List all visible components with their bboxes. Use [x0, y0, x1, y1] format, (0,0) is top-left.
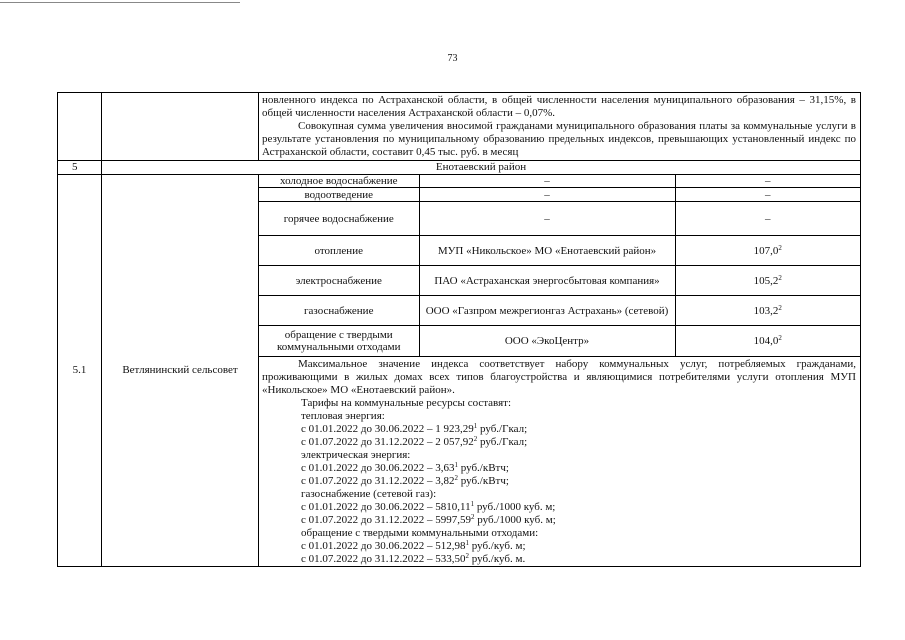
tariff-list	[262, 410, 856, 566]
top-rule	[0, 2, 240, 3]
tariff-text: с 01.01.2022 до 30.06.2022 – 3,63	[301, 461, 455, 474]
index-value: 105,2	[753, 274, 779, 287]
index-value: –	[765, 175, 771, 187]
tariff-line	[262, 423, 856, 436]
service-name: обращение с твердыми коммунальными отходами	[259, 326, 419, 356]
section-title: Енотаевский район	[102, 161, 861, 175]
tariff-text: с 01.07.2022 до 31.12.2022 – 533,50	[301, 552, 466, 565]
tariff-text: с 01.01.2022 до 30.06.2022 – 1 923,29	[301, 422, 474, 435]
service-provider: ООО «Газпром межрегионгаз Астрахань» (сетевой)	[419, 296, 675, 326]
tariff-line	[262, 540, 856, 553]
tariff-text: с 01.07.2022 до 31.12.2022 – 3,82	[301, 474, 455, 487]
details-cell	[259, 175, 861, 567]
tariff-unit: руб./кВтч;	[457, 474, 509, 487]
footnote-marker: 2	[778, 243, 782, 252]
section-row	[58, 161, 861, 175]
footnote-marker: 2	[454, 473, 458, 482]
service-provider: –	[419, 175, 675, 188]
index-value: 103,2	[753, 304, 779, 317]
continuation-text	[259, 93, 861, 161]
footnote-marker: 2	[778, 333, 782, 342]
service-name: водоотведение	[259, 188, 419, 202]
municipality-name: Ветлянинский сельсовет	[102, 175, 259, 567]
tariff-line	[262, 449, 856, 462]
service-provider: –	[419, 188, 675, 202]
tariff-text: с 01.01.2022 до 30.06.2022 – 5810,11	[301, 500, 471, 513]
service-row	[259, 266, 860, 296]
index-value: 107,0	[753, 244, 779, 257]
tariff-unit: руб./1000 куб. м;	[474, 500, 556, 513]
tariff-unit: руб./куб. м;	[468, 539, 526, 552]
tariff-text: тепловая энергия:	[301, 409, 385, 422]
tariff-text: с 01.07.2022 до 31.12.2022 – 5997,59	[301, 513, 471, 526]
tariff-text: с 01.07.2022 до 31.12.2022 – 2 057,92	[301, 435, 474, 448]
service-row	[259, 296, 860, 326]
tariff-line	[262, 462, 856, 475]
footnote-marker: 2	[778, 273, 782, 282]
service-index	[675, 175, 860, 188]
municipal-index-table	[57, 92, 861, 567]
tariff-line	[262, 514, 856, 527]
continuation-row	[58, 93, 861, 161]
service-index	[675, 236, 860, 266]
page-number: 73	[447, 53, 458, 64]
service-row	[259, 236, 860, 266]
footnote-marker: 2	[465, 551, 469, 560]
service-provider: МУП «Никольское» МО «Енотаевский район»	[419, 236, 675, 266]
row-number: 5.1	[58, 175, 102, 567]
footnote-marker: 2	[470, 512, 475, 521]
tariffs-intro: Тарифы на коммунальные ресурсы составят:	[301, 396, 512, 409]
service-name: газоснабжение	[259, 296, 419, 326]
tariff-unit: руб./куб. м.	[468, 552, 526, 565]
service-index	[675, 266, 860, 296]
continuation-paragraph-2: Совокупная сумма увеличения вносимой гражданами муниципального образования платы за коммунальные услуги в результате установления по муниципальному образованию предельных индексов, превышающих установленный индекс по Астраханской области, составит 0,45 тыс. руб. в месяц	[262, 120, 856, 158]
tariff-text: с 01.01.2022 до 30.06.2022 – 512,98	[301, 539, 466, 552]
footnote-marker: 2	[473, 434, 478, 443]
service-name: отопление	[259, 236, 419, 266]
services-table	[259, 175, 860, 356]
service-provider: ПАО «Астраханская энергосбытовая компания»	[419, 266, 675, 296]
footnote-marker: 1	[465, 538, 469, 547]
service-row	[259, 175, 860, 188]
description-block	[259, 356, 860, 566]
tariff-unit: руб./Гкал;	[477, 435, 528, 448]
tariff-line	[262, 475, 856, 488]
service-index	[675, 202, 860, 236]
section-number: 5	[58, 161, 102, 175]
tariff-line	[262, 436, 856, 449]
service-name: горячее водоснабжение	[259, 202, 419, 236]
service-row	[259, 202, 860, 236]
tariff-line	[262, 488, 856, 501]
continuation-paragraph-1: новленного индекса по Астраханской области, в общей численности населения муниципального образования – 31,15%, в общей численности населения Астраханской области – 0,07%.	[262, 94, 856, 119]
service-row	[259, 188, 860, 202]
index-value: –	[765, 212, 771, 225]
tariff-text: обращение с твердыми коммунальными отходами:	[301, 526, 539, 539]
description-text: Максимальное значение индекса соответствует набору коммунальных услуг, потребляемых гражданами, проживающими в жилых домах всех типов благоустройства и являющимися потребителями услуги отопления МУП «Никольское» МО «Енотаевский район».	[262, 357, 856, 396]
tariff-line	[262, 501, 856, 514]
service-name: холодное водоснабжение	[259, 175, 419, 188]
service-provider: ООО «ЭкоЦентр»	[419, 326, 675, 356]
municipality-row	[58, 175, 861, 567]
service-provider: –	[419, 202, 675, 236]
tariff-line	[262, 410, 856, 423]
tariff-unit: руб./1000 куб. м;	[474, 513, 556, 526]
tariff-text: газоснабжение (сетевой газ):	[301, 487, 437, 500]
tariff-unit: руб./Гкал;	[477, 422, 528, 435]
tariff-line	[262, 527, 856, 540]
service-index	[675, 188, 860, 202]
service-row	[259, 326, 860, 356]
tariff-line	[262, 553, 856, 566]
service-name: электроснабжение	[259, 266, 419, 296]
footnote-marker: 2	[778, 303, 782, 312]
tariff-unit: руб./кВтч;	[457, 461, 509, 474]
footnote-marker: 1	[470, 499, 475, 508]
tariff-text: электрическая энергия:	[301, 448, 411, 461]
footnote-marker: 1	[454, 460, 458, 469]
service-index	[675, 296, 860, 326]
index-value: 104,0	[753, 334, 779, 347]
service-index	[675, 326, 860, 356]
footnote-marker: 1	[473, 421, 478, 430]
index-value: –	[765, 188, 771, 201]
